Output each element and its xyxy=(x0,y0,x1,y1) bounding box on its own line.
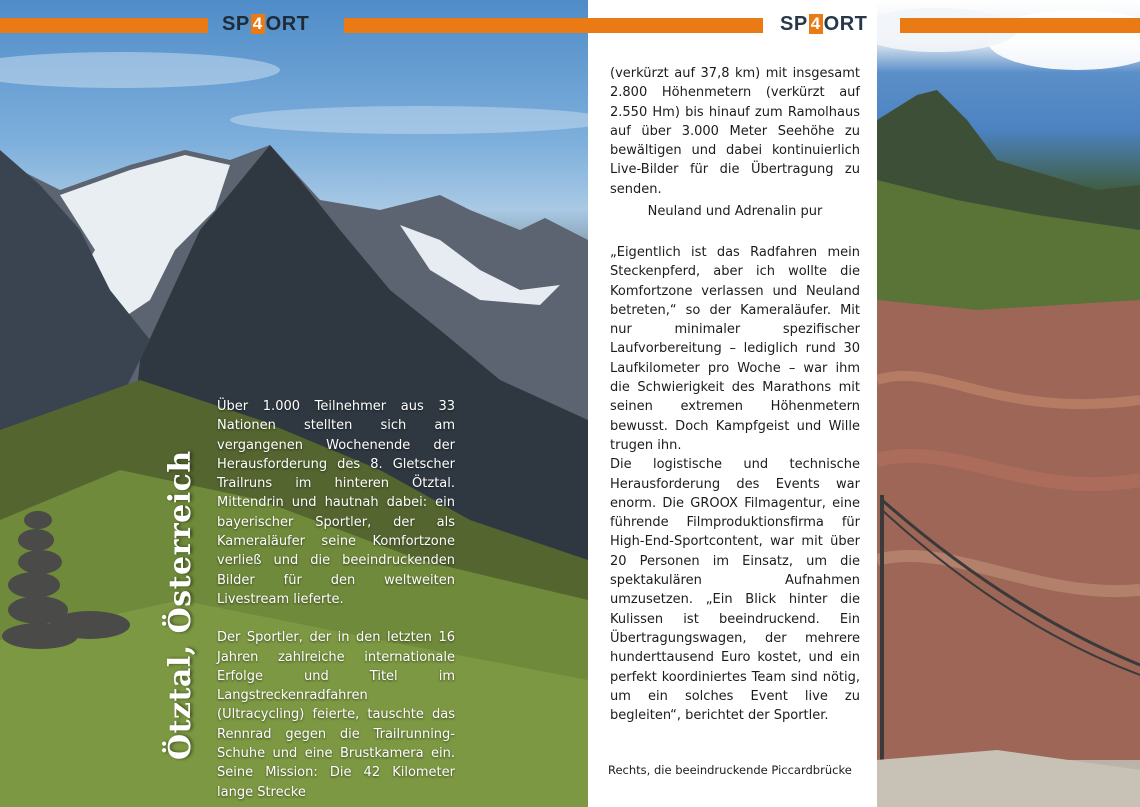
sport-logo-right: SP 4 ORT xyxy=(780,13,868,35)
center-body-text xyxy=(610,243,860,725)
left-paragraph: Über 1.000 Teilnehmer aus 33 Nationen stellten sich am vergangenen Wochenende der Herausforderung des 8. Gletscher Trailruns im hinteren Ötztal. Mittendrin und hautnah dabei: ein bayerischer Sportler, der als Kameraläufer seine Komfortzone verließ und die beeindruckenden Bilder für den weltweiten Livestream lieferte. xyxy=(217,399,455,607)
header-bar-right xyxy=(900,18,1140,33)
left-paragraph: Der Sportler, der in den letzten 16 Jahren zahlreiche internationale Erfolge und Titel im Langstreckenradfahren (Ultracycling) feierte, tauschte das Rennrad gegen die Trailrunning-Schuhe und eine Brustkamera ein. Seine Mission: Die 42 Kilometer lange Strecke xyxy=(217,630,455,800)
header-bar-center xyxy=(344,18,763,33)
rock-illustration xyxy=(877,0,1140,807)
photo-caption: Rechts, die beeindruckende Piccardbrücke xyxy=(608,763,852,777)
intro-paragraph: (verkürzt auf 37,8 km) mit insgesamt 2.800 Höhenmetern (verkürzt auf 2.550 Hm) bis hinauf zum Ramolhaus auf über 3.000 Meter Seehöhe zu bewältigen und dabei kontinuierlich Live-Bilder für die Übertragung zu senden. xyxy=(610,66,860,197)
piccard-bridge-photo xyxy=(877,0,1140,807)
subheading: Neuland und Adrenalin pur xyxy=(647,204,823,219)
header-bar-left xyxy=(0,18,208,33)
vertical-title: Ötztal, Österreich xyxy=(163,450,198,760)
sport-logo-left: SP 4 ORT xyxy=(222,13,310,35)
body-paragraph: Die logistische und technische Herausforderung des Events war enorm. Die GROOX Filmagentur, eine führende Filmproduktionsfirma für High-End-Sportcontent, war mit über 20 Personen im Einsatz, um die spektakulären Aufnahmen umzusetzen. „Ein Blick hinter die Kulissen ist beeindruckend. Ein Übertragungswagen, der mehrere hunderttausend Euro kostet, und ein perfekt koordiniertes Team sind nötig, um ein solches Event live zu begleiten“, berichtet der Sportler. xyxy=(610,457,860,724)
center-intro-text xyxy=(610,64,860,199)
left-article-text xyxy=(217,397,455,807)
body-paragraph: „Eigentlich ist das Radfahren mein Steckenpferd, aber ich wollte die Komfortzone verlassen und Neuland betreten,“ so der Kameraläufer. Mit nur minimaler spezifischer Laufvorbereitung – lediglich rund 30 Laufkilometer pro Woche – war ihm die Schwierigkeit des Marathons mit seinen extremen Höhenmetern bewusst. Doch Kampfgeist und Wille trugen ihn. xyxy=(610,245,860,453)
